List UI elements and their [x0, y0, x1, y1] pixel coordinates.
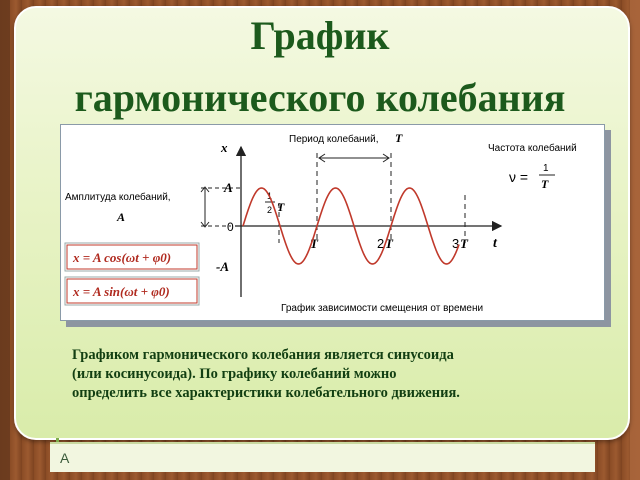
- half-period-sym: T: [277, 200, 285, 214]
- description: [72, 346, 572, 403]
- amplitude-label: Амплитуда колебаний,: [65, 192, 171, 203]
- description-line-3: определить все характеристики колебательного движения.: [72, 385, 460, 401]
- diagram-panel: [60, 124, 605, 321]
- frequency-num: 1: [543, 163, 549, 174]
- axis-t-label: t: [493, 236, 497, 251]
- t-tick-2-sym: T: [385, 236, 393, 251]
- diagram-caption: График зависимости смещения от времени: [281, 303, 484, 314]
- half-period-num: 1: [267, 191, 273, 201]
- t-tick-2-coef: 2: [377, 236, 385, 251]
- amplitude-symbol: A: [117, 210, 126, 224]
- oscillation-diagram: [61, 125, 604, 320]
- frequency-nu: ν =: [509, 169, 529, 185]
- t-tick-3-sym: T: [460, 236, 468, 251]
- description-line-2: (или косинусоида). По графику колебаний можно: [72, 366, 397, 382]
- frequency-den: T: [541, 177, 549, 191]
- t-tick-3-coef: 3: [452, 236, 460, 251]
- bottom-strip: [50, 442, 595, 472]
- period-symbol: T: [395, 131, 403, 145]
- tick-A: A: [224, 180, 233, 195]
- footer-letter: A: [60, 450, 70, 466]
- formula-sin: x = A sin(ωt + φ0): [73, 284, 170, 299]
- axis-x-label: x: [221, 140, 228, 155]
- formula-cos: x = A cos(ωt + φ0): [73, 250, 172, 265]
- title-line-1: График: [250, 13, 390, 58]
- description-line-1: Графиком гармонического колебания является синусоида: [72, 347, 454, 363]
- half-period-den: 2: [267, 205, 273, 215]
- title-line-2: гармонического колебания: [74, 75, 566, 120]
- tick-negA: -A: [216, 259, 229, 274]
- t-tick-T: T: [310, 236, 318, 251]
- period-label: Период колебаний,: [289, 134, 379, 145]
- tick-zero: 0: [227, 220, 234, 234]
- frequency-label: Частота колебаний: [488, 143, 577, 154]
